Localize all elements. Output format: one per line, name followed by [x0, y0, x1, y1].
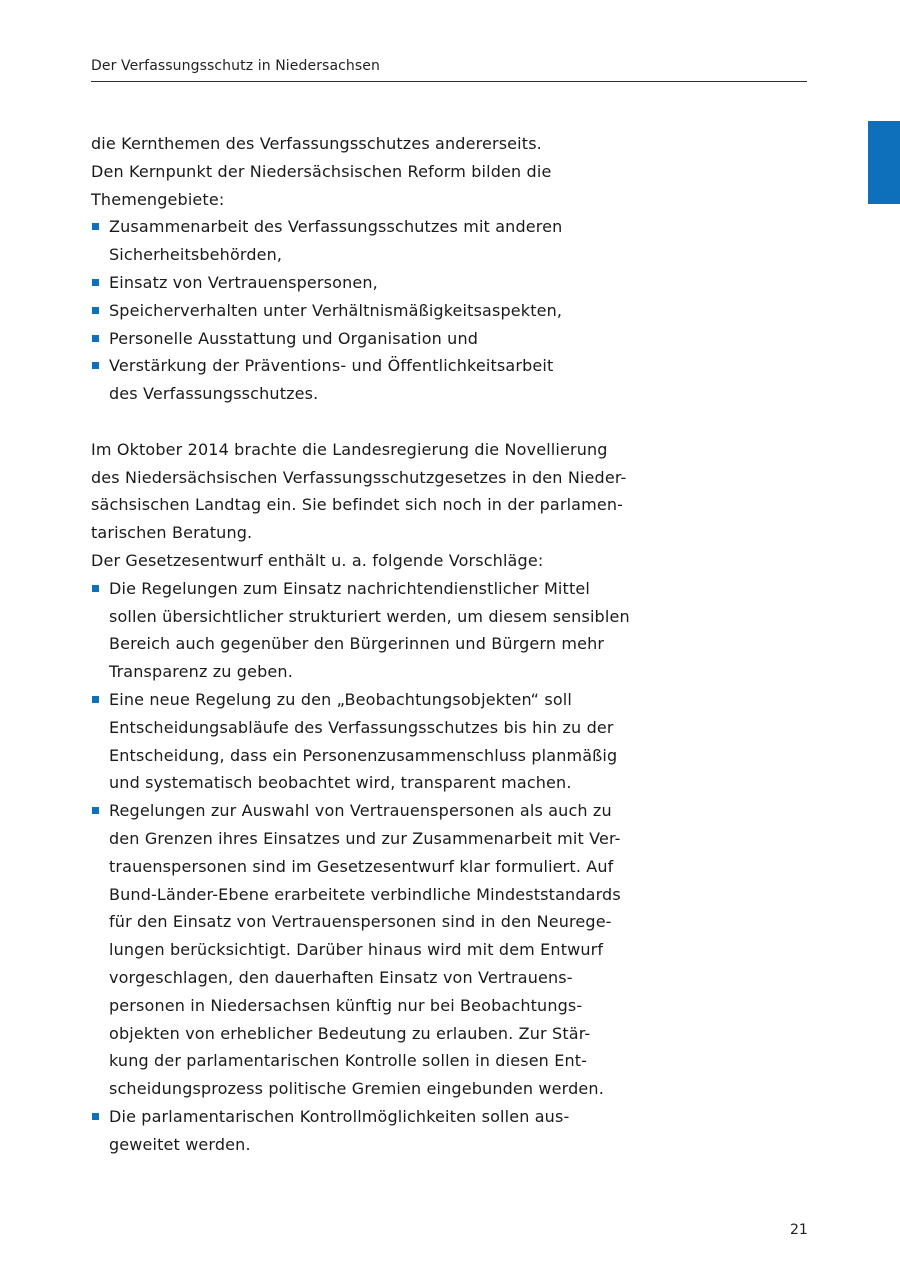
text-line: Entscheidungsabläufe des Verfassungsschutzes bis hin zu der [109, 717, 614, 737]
text-line: Speicherverhalten unter Verhältnismäßigkeitsaspekten, [109, 300, 563, 320]
text-line: geweitet werden. [109, 1134, 251, 1154]
text-line: trauenspersonen sind im Gesetzesentwurf klar formuliert. Auf [109, 856, 614, 876]
text-line: und systematisch beobachtet wird, transparent machen. [109, 773, 572, 793]
reform-topics-list [91, 213, 636, 408]
body-text [91, 130, 636, 1158]
text-line: Bereich auch gegenüber den Bürgerinnen und Bürgern mehr [109, 634, 605, 654]
text-line: Eine neue Regelung zu den „Beobachtungsobjekten“ soll [109, 689, 572, 709]
proposals-list [91, 575, 636, 1159]
text-line: Verstärkung der Präventions- und Öffentlichkeitsarbeit [109, 356, 554, 376]
text-line: Die parlamentarischen Kontrollmöglichkeiten sollen aus- [109, 1106, 570, 1126]
text-line: Einsatz von Vertrauenspersonen, [109, 272, 378, 292]
text-line: tarischen Beratung. [91, 523, 253, 543]
list-item [91, 797, 636, 1103]
text-line: lungen berücksichtigt. Darüber hinaus wird mit dem Entwurf [109, 940, 604, 960]
text-line: Entscheidung, dass ein Personenzusammenschluss planmäßig [109, 745, 618, 765]
text-line: sächsischen Landtag ein. Sie befindet sich noch in der parlamen- [91, 495, 624, 515]
list-item [91, 575, 636, 686]
running-header: Der Verfassungsschutz in Niedersachsen [91, 58, 380, 74]
paragraph-gap [91, 408, 636, 436]
text-line: sollen übersichtlicher strukturiert werden, um diesem sensiblen [109, 606, 630, 626]
text-line: Personelle Ausstattung und Organisation und [109, 328, 479, 348]
text-line: den Grenzen ihres Einsatzes und zur Zusammenarbeit mit Ver- [109, 828, 621, 848]
text-line: objekten von erheblicher Bedeutung zu erlauben. Zur Stär- [109, 1023, 591, 1043]
text-line: Bund-Länder-Ebene erarbeitete verbindliche Mindeststandards [109, 884, 621, 904]
text-line: kung der parlamentarischen Kontrolle sollen in diesen Ent- [109, 1051, 588, 1071]
text-line: scheidungsprozess politische Gremien eingebunden werden. [109, 1079, 604, 1099]
text-line: personen in Niedersachsen künftig nur bei Beobachtungs- [109, 995, 583, 1015]
header-rule [91, 81, 807, 82]
text-line: Zusammenarbeit des Verfassungsschutzes mit anderen [109, 217, 563, 237]
intro-paragraph [91, 130, 636, 213]
text-line: Im Oktober 2014 brachte die Landesregierung die Novellierung [91, 439, 608, 459]
text-line: Transparenz zu geben. [109, 662, 293, 682]
list-item [91, 325, 636, 353]
chapter-tab-marker [868, 121, 900, 204]
list-item [91, 686, 636, 797]
text-line: für den Einsatz von Vertrauenspersonen sind in den Neurege- [109, 912, 612, 932]
list-item [91, 297, 636, 325]
text-line: Der Gesetzesentwurf enthält u. a. folgende Vorschläge: [91, 550, 544, 570]
text-line: die Kernthemen des Verfassungsschutzes andererseits. [91, 134, 542, 153]
text-line: des Verfassungsschutzes. [109, 384, 319, 404]
list-item [91, 352, 636, 408]
amendment-paragraph [91, 436, 636, 575]
list-item [91, 1103, 636, 1159]
text-line: Regelungen zur Auswahl von Vertrauenspersonen als auch zu [109, 801, 612, 821]
text-line: Sicherheitsbehörden, [109, 245, 283, 265]
text-line: Den Kernpunkt der Niedersächsischen Reform bilden die [91, 161, 552, 181]
list-item [91, 269, 636, 297]
list-item [91, 213, 636, 269]
text-line: vorgeschlagen, den dauerhaften Einsatz von Vertrauens- [109, 967, 573, 987]
text-line: des Niedersächsischen Verfassungsschutzgesetzes in den Nieder- [91, 467, 627, 487]
page-number: 21 [790, 1222, 808, 1238]
text-line: Themengebiete: [91, 189, 225, 209]
text-line: Die Regelungen zum Einsatz nachrichtendienstlicher Mittel [109, 578, 590, 598]
